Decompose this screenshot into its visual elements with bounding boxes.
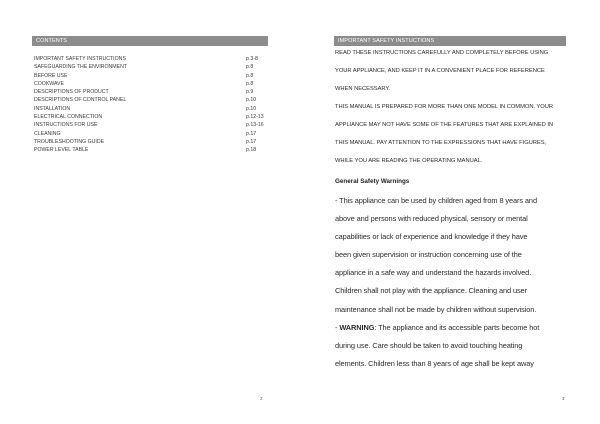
page-number: 3 bbox=[562, 396, 565, 401]
toc-row bbox=[34, 113, 264, 121]
toc-row bbox=[34, 96, 264, 104]
warning-line: been given supervision or instruction concerning use of the bbox=[335, 250, 522, 260]
warning-line: above and persons with reduced physical, sensory or mental bbox=[335, 214, 528, 224]
toc-page: p.9 bbox=[246, 89, 254, 96]
toc-page: p.3-8 bbox=[246, 56, 258, 62]
toc-title: POWER LEVEL TABLE bbox=[34, 147, 89, 154]
warning-line: elements. Children less than 8 years of age shall be kept away bbox=[335, 358, 534, 368]
warning-line: - This appliance can be used by children aged from 8 years and bbox=[335, 196, 537, 205]
toc-page: p.8 bbox=[246, 80, 254, 87]
toc-page: p.8 bbox=[246, 72, 254, 79]
toc-row bbox=[34, 63, 264, 71]
section-title: General Safety Warnings bbox=[335, 178, 410, 185]
toc-title: DESCRIPTIONS OF CONTROL PANEL bbox=[34, 97, 127, 104]
contents-header: CONTENTS bbox=[32, 36, 268, 46]
toc-page: p.10 bbox=[246, 97, 257, 104]
toc-title: COOKWAVE bbox=[34, 80, 64, 87]
toc-page: p.17 bbox=[246, 138, 257, 145]
warning-label: WARNING bbox=[339, 322, 375, 332]
toc-page: p.12-13 bbox=[246, 114, 264, 121]
toc-row bbox=[34, 146, 264, 154]
warning-line: - WARNING: The appliance and its accessible parts become hot bbox=[335, 322, 540, 332]
toc-title: ELECTRICAL CONNECTION bbox=[34, 114, 103, 121]
intro-line: WHILE YOU ARE READING THE OPERATING MANUAL. bbox=[335, 158, 483, 164]
warning-text: : The appliance and its accessible parts become hot bbox=[374, 322, 540, 332]
toc-page: p.13-16 bbox=[246, 122, 264, 129]
toc-title: TROUBLESHOOTING GUIDE bbox=[34, 138, 105, 145]
toc-page: p.17 bbox=[246, 130, 257, 137]
toc-row bbox=[34, 72, 264, 80]
right-page bbox=[300, 0, 600, 424]
toc-page: p.8 bbox=[246, 64, 254, 71]
warning-line: maintenance shall not be made by children without supervision. bbox=[335, 304, 537, 314]
toc-page: p.18 bbox=[246, 147, 257, 154]
table-of-contents bbox=[34, 55, 264, 155]
intro-text bbox=[335, 44, 567, 170]
toc-title: INSTRUCTIONS FOR USE bbox=[34, 122, 98, 129]
intro-line: THIS MANUAL. PAY ATTENTION TO THE EXPRESSIONS THAT HAVE FIGURES, bbox=[335, 140, 547, 146]
warning-line: during use. Care should be taken to avoid touching heating bbox=[335, 340, 523, 350]
intro-line: APPLIANCE MAY NOT HAVE SOME OF THE FEATURES THAT ARE EXPLAINED IN bbox=[335, 122, 554, 128]
toc-row bbox=[34, 55, 264, 63]
toc-page: p.10 bbox=[246, 105, 257, 112]
warning-line: capabilities or lack of experience and knowledge if they have bbox=[335, 232, 528, 242]
safety-header: IMPORTANT SAFETY INSTUCTIONS bbox=[334, 36, 566, 46]
toc-title: CLEANING bbox=[34, 130, 61, 137]
toc-title: BEFORE USE bbox=[34, 72, 68, 79]
toc-title: IMPORTANT SAFETY INSTRUCTIONS bbox=[34, 56, 126, 62]
page-number: 2 bbox=[260, 396, 263, 401]
toc-title: SAFEGUARDING THE ENVIRONMENT bbox=[34, 64, 127, 71]
intro-line: THIS MANUAL IS PREPARED FOR MORE THAN ONE MODEL IN COMMON. YOUR bbox=[335, 104, 554, 110]
toc-row bbox=[34, 88, 264, 96]
toc-title: DESCRIPTIONS OF PRODUCT bbox=[34, 89, 109, 96]
toc-row bbox=[34, 130, 264, 138]
warning-line: Children shall not play with the appliance. Cleaning and user bbox=[335, 286, 527, 296]
intro-line: READ THESE INSTRUCTIONS CAREFULLY AND COMPLETELY BEFORE USING bbox=[335, 50, 549, 56]
warning-line: appliance in a safe way and understand the hazards involved. bbox=[335, 268, 532, 278]
toc-row bbox=[34, 80, 264, 88]
intro-line: WHEN NECESSARY. bbox=[335, 86, 391, 92]
toc-row bbox=[34, 105, 264, 113]
intro-line: YOUR APPLIANCE, AND KEEP IT IN A CONVENIENT PLACE FOR REFERENCE bbox=[335, 68, 545, 74]
toc-row bbox=[34, 138, 264, 146]
toc-row bbox=[34, 121, 264, 129]
warnings-text bbox=[335, 192, 567, 373]
toc-title: INSTALLATION bbox=[34, 105, 71, 112]
